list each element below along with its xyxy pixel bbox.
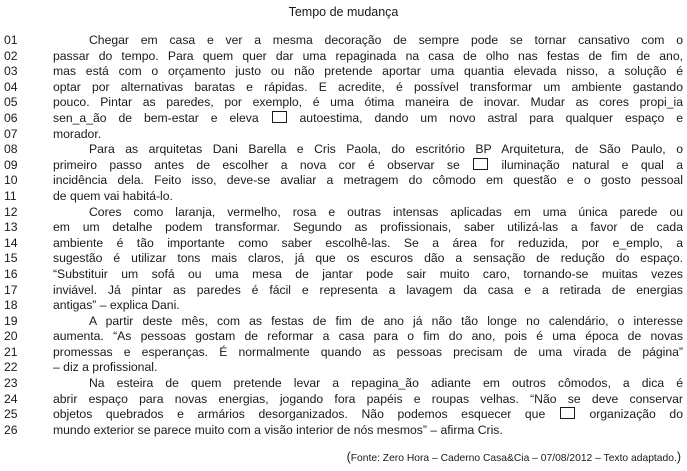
line-text — [89, 33, 683, 49]
blank-box — [473, 158, 488, 170]
line-number: 17 — [4, 282, 18, 297]
text-line — [0, 376, 687, 392]
line-text-segment: aumenta. “As pessoas gostam de reformar a casa para o fim do ano, pois é uma época de novas — [53, 329, 683, 344]
blank-box — [272, 111, 287, 123]
line-number: 15 — [4, 251, 18, 266]
line-text-segment: morador. — [53, 126, 102, 141]
line-text — [89, 205, 683, 221]
text-line — [0, 407, 687, 423]
line-text-segment: sen_a_ão de bem-estar e eleva — [53, 110, 271, 125]
text-line — [0, 251, 687, 267]
line-text — [53, 220, 683, 236]
line-text-segment: inviável. Já pintar as paredes é fácil e representa a lavagem da casa e a retirada de energias — [53, 282, 683, 297]
line-text — [53, 392, 683, 408]
line-text — [53, 158, 683, 174]
text-line — [0, 392, 687, 408]
line-number: 03 — [4, 64, 18, 79]
line-text-segment: A partir deste mês, com as festas de fim de ano já não tão longe no calendário, o interesse — [89, 313, 683, 328]
line-text-segment: promessas e esperanças. É normalmente quando as pessoas precisam de uma virada de página” — [53, 344, 683, 359]
line-number: 13 — [4, 220, 18, 235]
source-text: Fonte: Zero Hora – Caderno Casa&Cia – 07/08/2012 – Texto adaptado. — [350, 453, 677, 464]
line-text — [53, 236, 683, 252]
line-number: 07 — [4, 126, 18, 141]
text-line — [0, 329, 687, 345]
line-number: 04 — [4, 79, 18, 94]
line-text — [89, 376, 683, 392]
text-line — [0, 360, 687, 376]
line-text-segment: abrir espaço para novas energias, jogando fora papéis e roupas velhas. “Não se deve conservar — [53, 391, 683, 406]
line-text-segment: Cores como laranja, vermelho, rosa e outras intensas aplicadas em uma única parede ou — [89, 204, 683, 219]
numbered-text-body — [0, 33, 687, 438]
line-number: 11 — [4, 188, 17, 203]
text-line — [0, 49, 687, 65]
line-text — [53, 251, 683, 267]
line-text — [53, 49, 683, 65]
line-text — [53, 64, 683, 80]
line-text — [53, 329, 683, 345]
line-number: 23 — [4, 376, 18, 391]
text-line — [0, 95, 687, 111]
line-number: 22 — [4, 360, 18, 375]
line-number: 24 — [4, 391, 18, 406]
text-line — [0, 423, 687, 439]
line-number: 26 — [4, 422, 18, 437]
line-text-segment: ambiente é tão importante como saber escolhê-las. Se a área for reduzida, por e_emplo, a — [53, 235, 683, 250]
text-line — [0, 33, 687, 49]
line-text — [53, 423, 683, 439]
line-number: 21 — [4, 344, 18, 359]
line-text — [53, 189, 683, 205]
line-text-segment: Na esteira de quem pretende levar a repagina_ão adiante em outros cômodos, a dica é — [89, 376, 683, 391]
line-number: 25 — [4, 407, 18, 422]
text-line — [0, 111, 687, 127]
line-text-segment: iluminação natural e qual a — [489, 157, 683, 172]
text-line — [0, 220, 687, 236]
text-line — [0, 267, 687, 283]
line-text — [53, 80, 683, 96]
line-number: 06 — [4, 110, 18, 125]
line-text-segment: optar por alternativas baratas e rápidas. E acredite, é possível transformar um ambiente gastando — [53, 79, 683, 94]
line-text — [53, 173, 683, 189]
line-number: 05 — [4, 95, 18, 110]
line-text-segment: sugestão é utilizar tons mais claros, já que os escuros dão a sensação de redução do espaço. — [53, 251, 683, 266]
line-text-segment: pouco. Pintar as paredes, por exemplo, é uma ótima maneira de inovar. Mudar as cores propi_ia — [53, 95, 683, 110]
line-text-segment: objetos quebrados e armários desorganizados. Não podemos esquecer que — [53, 407, 559, 422]
line-text-segment: – diz a profissional. — [53, 360, 158, 375]
line-text — [53, 127, 683, 143]
line-number: 19 — [4, 313, 18, 328]
text-line — [0, 205, 687, 221]
text-line — [0, 298, 687, 314]
line-text — [53, 283, 683, 299]
line-number: 01 — [4, 33, 18, 47]
line-text-segment: mundo exterior se parece muito com a visão interior de nós mesmos” – afirma Cris. — [53, 422, 503, 437]
source-close-paren: ) — [676, 450, 681, 464]
text-line — [0, 80, 687, 96]
source-citation — [347, 450, 681, 466]
line-text-segment: antigas” – explica Dani. — [53, 298, 180, 313]
line-text-segment: Chegar em casa e ver a mesma decoração de sempre pode se tornar cansativo com o — [89, 33, 683, 47]
line-text-segment: autoestima, dando um novo astral para qualquer espaço e — [287, 110, 683, 125]
line-text-segment: “Substituir um sofá ou uma mesa de jantar pode sair muito caro, tornando-se muitas vezes — [53, 266, 683, 281]
text-line — [0, 64, 687, 80]
line-text — [53, 111, 683, 127]
line-text — [53, 360, 683, 376]
line-text — [89, 314, 683, 330]
text-line — [0, 142, 687, 158]
line-text-segment: passar do tempo. Para quem quer dar uma repaginada na casa de olho nas festas de fim de ano, — [53, 48, 683, 63]
line-text-segment: em um detalhe podem transformar. Segundo as profissionais, saber utilizá-las a favor de cada — [53, 220, 683, 235]
text-title: Tempo de mudança — [288, 5, 399, 19]
line-number: 08 — [4, 142, 18, 157]
line-text-segment: incidência dela. Feito isso, deve-se avaliar a metragem do cômodo em questão e o gosto pessoal — [53, 173, 683, 188]
line-text — [53, 345, 683, 361]
text-line — [0, 158, 687, 174]
text-line — [0, 236, 687, 252]
line-number: 20 — [4, 329, 18, 344]
text-line — [0, 314, 687, 330]
text-line — [0, 345, 687, 361]
line-number: 16 — [4, 266, 18, 281]
line-number: 10 — [4, 173, 18, 188]
line-text-segment: Para as arquitetas Dani Barella e Cris Paola, do escritório BP Arquitetura, de São Paulo, o — [89, 142, 683, 157]
line-text-segment: primeiro passo antes de escolher a nova cor é observar se — [53, 157, 473, 172]
line-text-segment: organização do — [575, 407, 683, 422]
line-text-segment: mas está com o orçamento justo ou não pretende aportar uma quantia elevada nisso, a solução é — [53, 64, 683, 79]
blank-box — [560, 407, 575, 419]
line-text — [53, 95, 683, 111]
text-line — [0, 189, 687, 205]
source-open-paren: ( — [346, 450, 351, 464]
text-line — [0, 127, 687, 143]
text-line — [0, 283, 687, 299]
line-number: 18 — [4, 298, 18, 313]
line-text-segment: de quem vai habitá-lo. — [53, 188, 173, 203]
line-number: 12 — [4, 204, 18, 219]
line-text — [53, 267, 683, 283]
line-text — [89, 142, 683, 158]
line-text — [53, 407, 683, 423]
line-number: 09 — [4, 157, 18, 172]
line-number: 02 — [4, 48, 18, 63]
line-number: 14 — [4, 235, 18, 250]
text-line — [0, 173, 687, 189]
line-text — [53, 298, 683, 314]
